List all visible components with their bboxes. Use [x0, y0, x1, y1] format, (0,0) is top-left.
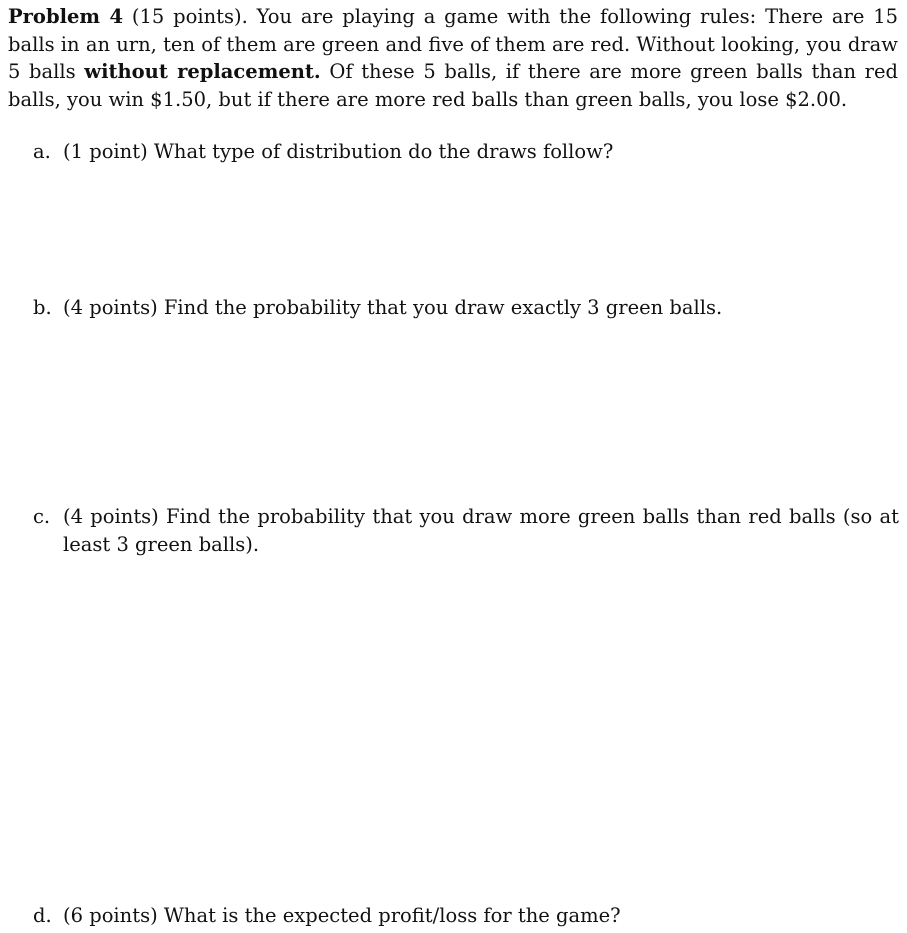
problem-label: Problem 4 [8, 5, 124, 28]
part-b [33, 294, 899, 322]
problem-text-2: Of these 5 balls, if there are more green balls than red balls, you win $1.50, but if there are more red balls than green balls, you lose $2.00. [8, 60, 899, 111]
problem-bold-phrase: without replacement. [84, 60, 321, 83]
part-letter: c. [33, 505, 51, 528]
part-letter: b. [33, 296, 52, 319]
part-letter: a. [33, 140, 51, 163]
part-letter: d. [33, 904, 52, 927]
problem-points: (15 points). [131, 5, 248, 28]
part-text: (1 point) What type of distribution do the draws follow? [63, 140, 614, 163]
part-a [33, 138, 899, 166]
part-d [33, 902, 899, 930]
part-c [33, 503, 899, 558]
part-text: (6 points) What is the expected profit/loss for the game? [63, 904, 621, 927]
part-text: (4 points) Find the probability that you draw more green balls than red balls (so at least 3 green balls). [63, 505, 899, 556]
problem-text-1: You are playing a game with the following rules: There are 15 balls in an urn, ten of them are green and five of them are red. Without looking, you draw 5 balls [8, 5, 899, 83]
part-text: (4 points) Find the probability that you draw exactly 3 green balls. [63, 296, 723, 319]
problem-statement [8, 3, 898, 113]
